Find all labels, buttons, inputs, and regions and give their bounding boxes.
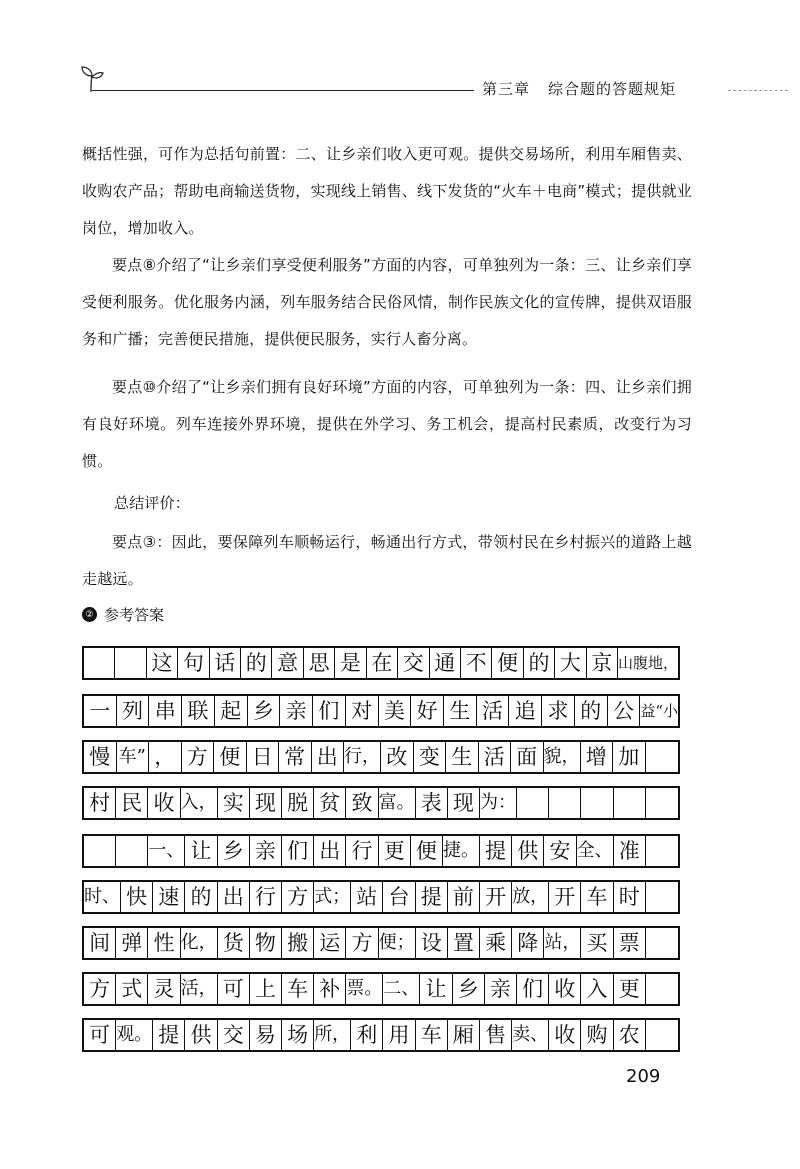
grid-cell: 生 [446,742,479,772]
grid-cell [646,788,678,818]
grid-cell: 活 [479,742,512,772]
grid-cell: 式； [314,882,351,912]
grid-cell: 为： [480,788,517,818]
grid-cell [84,836,116,866]
grid-cell: 意 [272,648,303,678]
grid-cell: 现 [250,788,282,818]
grid-cell: 们 [313,696,346,726]
grid-cell: 亲 [485,974,517,1004]
grid-cell: 更 [379,836,411,866]
grid-cell: 活 [477,696,510,726]
grid-cell: 可 [84,1020,116,1050]
grid-cell: 搬 [282,928,314,958]
grid-cell: 收 [148,788,180,818]
grid-cell: 便； [379,928,416,958]
grid-cell: 对 [346,696,379,726]
header-rule [92,90,474,91]
grid-cell: 的 [575,696,608,726]
grid-cell [517,788,549,818]
grid-cell: 供 [185,1020,217,1050]
grid-cell: 置 [448,928,480,958]
answer-heading [82,604,164,625]
grid-row [82,1018,680,1052]
header-rule-dashed [728,90,788,91]
grid-cell: 观。 [116,1020,153,1050]
grid-cell: 常 [279,742,312,772]
grid-cell: 灵 [148,974,180,1004]
grid-cell: 便 [214,742,247,772]
grid-cell: 串 [149,696,182,726]
grid-cell: 式 [116,974,148,1004]
grid-cell: 这 [147,648,178,678]
grid-row [82,740,680,774]
grid-cell [614,788,646,818]
grid-cell: 方 [84,974,116,1004]
grid-cell: 间 [84,928,116,958]
grid-cell: 出 [218,882,250,912]
grid-cell: 民 [116,788,148,818]
grid-cell: 让 [420,974,452,1004]
grid-cell: 入 [581,974,613,1004]
grid-cell: 入， [181,788,218,818]
grid-cell: 京 [587,648,618,678]
grid-cell: 交 [398,648,429,678]
grid-cell: 时 [614,882,646,912]
grid-cell: 大 [555,648,586,678]
grid-cell: 交 [218,1020,250,1050]
grid-cell: 现 [448,788,480,818]
grid-cell: 亲 [250,836,282,866]
grid-cell: 列 [117,696,150,726]
grid-cell: 化， [181,928,218,958]
grid-cell: 弹 [116,928,148,958]
grid-cell: 设 [416,928,448,958]
chapter-label: 第三章 [482,80,531,98]
grid-cell: 农 [614,1020,646,1050]
grid-cell: 句 [178,648,209,678]
grid-cell: 利 [351,1020,383,1050]
grid-cell: 村 [84,788,116,818]
grid-cell: 厢 [448,1020,480,1050]
grid-cell: 行 [346,836,378,866]
grid-cell: 让 [185,836,217,866]
grid-cell: ， [149,742,182,772]
grid-cell [549,788,581,818]
answer-badge: ② [82,607,97,622]
grid-cell: 便 [411,836,443,866]
grid-cell: 票。 [346,974,383,1004]
grid-cell: 车 [416,1020,448,1050]
grid-cell: 车” [117,742,150,772]
grid-cell: 所， [314,1020,351,1050]
grid-cell: 乡 [248,696,281,726]
grid-cell [646,928,678,958]
grid-cell: 方 [182,742,215,772]
grid-cell: 贫 [314,788,346,818]
grid-row [82,646,680,680]
grid-cell: 致 [346,788,378,818]
grid-cell: 变 [414,742,447,772]
grid-cell: 生 [444,696,477,726]
grid-cell: 日 [247,742,280,772]
running-header [482,78,676,99]
grid-cell: 方 [346,928,378,958]
grid-cell: 开 [549,882,581,912]
grid-cell: 山腹地， [617,654,678,672]
paragraph-1: 概括性强，可作为总括句前置：二、让乡亲们收入更可观。提供交易场所，利用车厢售卖、收购农产品；帮助电商输送货物，实现线上销售、线下发货的“火车＋电商”模式；提供就业岗位，增加收入。 [82,145,692,237]
grid-cell: 台 [383,882,415,912]
grid-cell: 前 [448,882,480,912]
grid-cell: 捷。 [443,836,480,866]
grid-cell: 二、 [383,974,420,1004]
grid-cell: 们 [282,836,314,866]
grid-row [82,972,680,1006]
grid-cell: 公 [608,696,641,726]
grid-cell: 供 [512,836,544,866]
grid-cell: 起 [215,696,248,726]
grid-cell: 购 [581,1020,613,1050]
grid-cell: 乘 [480,928,512,958]
grid-cell: 面 [511,742,544,772]
grid-cell: 便 [492,648,523,678]
grid-cell: 补 [314,974,346,1004]
grid-cell: 的 [185,882,217,912]
grid-cell [84,648,115,678]
grid-cell: 收 [549,1020,581,1050]
grid-cell: 的 [241,648,272,678]
grid-cell: 行 [250,882,282,912]
grid-cell: 改 [381,742,414,772]
grid-cell: 行， [344,742,381,772]
grid-cell: 表 [416,788,448,818]
grid-cell: 好 [411,696,444,726]
grid-cell [581,788,613,818]
grid-cell: 开 [480,882,512,912]
grid-cell: 提 [416,882,448,912]
grid-cell: 速 [153,882,185,912]
page-number: 209 [626,1066,661,1087]
grid-cell: 易 [250,1020,282,1050]
grid-cell: 话 [210,648,241,678]
grid-cell [116,836,148,866]
grid-cell: 准 [614,836,646,866]
grid-cell [115,648,146,678]
grid-cell [646,1020,678,1050]
grid-cell: 出 [312,742,345,772]
grid-cell: 思 [304,648,335,678]
grid-cell: 售 [480,1020,512,1050]
grid-cell: 貌， [544,742,581,772]
grid-row [82,834,680,868]
grid-cell: 通 [430,648,461,678]
grid-cell [646,742,679,772]
paragraph-summary-label: 总结评价： [114,494,191,512]
grid-cell: 求 [542,696,575,726]
grid-cell: 票 [614,928,646,958]
grid-cell: 可 [218,974,250,1004]
grid-cell: 乡 [453,974,485,1004]
grid-cell: 美 [379,696,412,726]
grid-cell: 们 [517,974,549,1004]
grid-cell: 活， [181,974,218,1004]
grid-cell: 乡 [218,836,250,866]
grid-cell: 更 [614,974,646,1004]
grid-cell: 的 [524,648,555,678]
paragraph-5: 要点③：因此，要保障列车顺畅运行，畅通出行方式，带领村民在乡村振兴的道路上越走越远。 [82,533,692,588]
grid-cell: 运 [314,928,346,958]
grid-cell: 用 [383,1020,415,1050]
grid-cell: 买 [581,928,613,958]
grid-cell: 车 [581,882,613,912]
grid-cell [646,836,678,866]
grid-cell: 脱 [282,788,314,818]
grid-cell: 一 [84,696,117,726]
grid-cell: 是 [335,648,366,678]
grid-cell: 时、 [84,882,121,912]
grid-cell: 放， [512,882,549,912]
grid-cell: 亲 [280,696,313,726]
grid-cell: 追 [509,696,542,726]
grid-row [82,926,680,960]
grid-cell: 提 [153,1020,185,1050]
grid-cell: 全、 [577,836,614,866]
grid-cell: 站， [544,928,581,958]
grid-row [82,694,680,728]
grid-cell: 性 [148,928,180,958]
grid-cell: 快 [121,882,153,912]
grid-cell: 场 [282,1020,314,1050]
grid-cell: 安 [544,836,576,866]
grid-cell: 实 [218,788,250,818]
grid-cell: 不 [461,648,492,678]
answer-heading-text: 参考答案 [104,606,165,624]
grid-row [82,880,680,914]
grid-cell: 卖、 [512,1020,549,1050]
grid-cell: 提 [480,836,512,866]
grid-cell [646,974,678,1004]
grid-cell: 增 [581,742,614,772]
grid-cell: 方 [282,882,314,912]
grid-cell: 加 [613,742,646,772]
grid-cell: 富。 [379,788,416,818]
grid-cell [646,882,678,912]
grid-cell: 降 [512,928,544,958]
grid-cell: 站 [351,882,383,912]
grid-row [82,786,680,820]
paragraph-2: 要点⑧介绍了“让乡亲们享受便利服务”方面的内容，可单独列为一条：三、让乡亲们享受便利服务。优化服务内涵，列车服务结合民俗风情，制作民族文化的宣传牌，提供双语服务和广播；完善便民措施，提供便民服务，实行人畜分离。 [82,256,692,348]
grid-cell: 益“小 [640,702,678,720]
paragraph-3: 要点⑩介绍了“让乡亲们拥有良好环境”方面的内容，可单独列为一条：四、让乡亲们拥有良好环境。列车连接外界环境，提供在外学习、务工机会，提高村民素质，改变行为习惯。 [82,378,692,470]
grid-cell: 车 [282,974,314,1004]
grid-cell: 出 [314,836,346,866]
grid-cell: 上 [250,974,282,1004]
grid-cell: 一、 [148,836,185,866]
grid-cell: 物 [250,928,282,958]
grid-cell: 收 [549,974,581,1004]
grid-cell: 联 [182,696,215,726]
chapter-title: 综合题的答题规矩 [548,80,677,98]
grid-cell: 慢 [84,742,117,772]
grid-cell: 在 [367,648,398,678]
grid-cell: 货 [218,928,250,958]
